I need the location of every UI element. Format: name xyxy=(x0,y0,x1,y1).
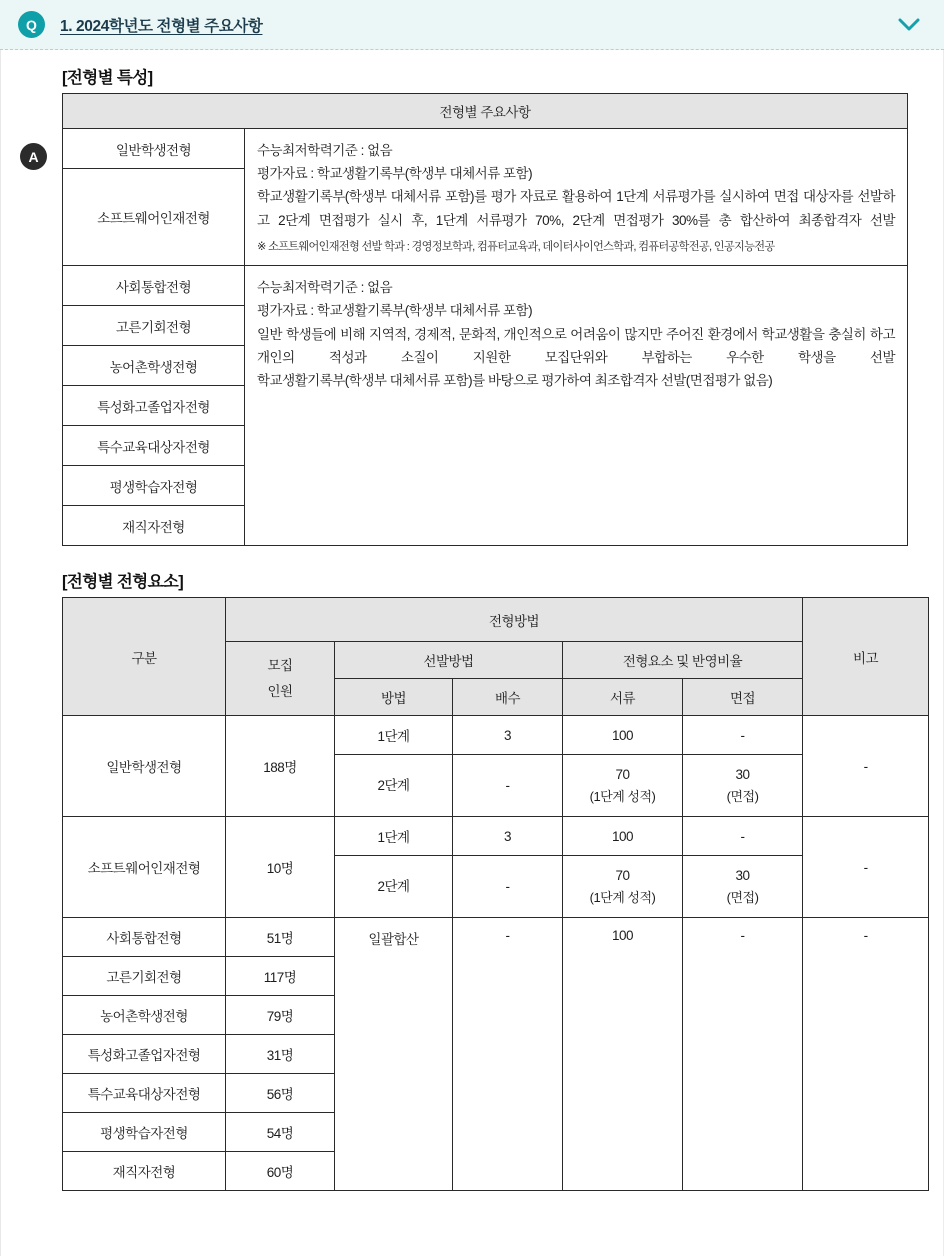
desc-line: 일반 학생들에 비해 지역적, 경제적, 문화적, 개인적으로 어려움이 많지만 주어진 환경에서 학교생활을 충실히 하고 개인의 적성과 소질이 지원한 모집단위와 부합하는 우수한 학생을 선발 xyxy=(257,326,895,365)
header-baesu: 배수 xyxy=(453,679,563,716)
header-seoryu: 서류 xyxy=(563,679,683,716)
section-title-elements: [전형별 전형요소] xyxy=(62,573,184,592)
header-myeonjeop: 면접 xyxy=(683,679,803,716)
row-stage: 2단계 xyxy=(335,755,453,817)
row-baesu: 3 xyxy=(453,817,563,856)
row-stage: 2단계 xyxy=(335,856,453,918)
row-quota-social: 51명 xyxy=(226,918,335,957)
desc-line: 평가자료 : 학교생활기록부(학생부 대체서류 포함) xyxy=(257,303,533,319)
row-name-rural: 농어촌학생전형 xyxy=(63,996,226,1035)
desc-line: 학교생활기록부(학생부 대체서류 포함)를 바탕으로 평가하여 최조합격자 선발(면접평가 없음) xyxy=(257,373,773,389)
table-header-row xyxy=(63,598,929,642)
row-bigo-software: - xyxy=(803,817,929,918)
type-name-employed: 재직자전형 xyxy=(63,506,245,546)
header-gubun: 구분 xyxy=(63,598,226,716)
row-baesu: - xyxy=(453,856,563,918)
header-method-group: 전형방법 xyxy=(226,598,803,642)
row-seoryu-value: 70 xyxy=(615,766,630,782)
row-quota-rural: 79명 xyxy=(226,996,335,1035)
type-name-equal-opportunity: 고른기회전형 xyxy=(63,306,245,346)
row-seoryu-note: (1단계 성적) xyxy=(589,789,656,805)
row-quota-software: 10명 xyxy=(226,817,335,918)
row-quota-general: 188명 xyxy=(226,716,335,817)
row-name-social: 사회통합전형 xyxy=(63,918,226,957)
type-name-rural: 농어촌학생전형 xyxy=(63,346,245,386)
row-batch-bigo: - xyxy=(803,918,929,1191)
features-description-group-b xyxy=(245,266,908,546)
row-myeonjeop xyxy=(683,856,803,918)
desc-line: 수능최저학력기준 : 없음 xyxy=(257,280,393,296)
row-seoryu: 100 xyxy=(563,716,683,755)
row-bigo-general: - xyxy=(803,716,929,817)
desc-line: 학교생활기록부(학생부 대체서류 포함)를 평가 자료로 활용하여 1단계 서류평가를 실시하여 면접 대상자를 선발하고 2단계 면접평가 실시 후, 1단계 서류평가 70%, 2단계 면접평가 30%를 총 합산하여 최종합격자 선발 xyxy=(257,189,895,228)
question-title-link[interactable]: 1. 2024학년도 전형별 주요사항 xyxy=(60,17,263,35)
answer-badge-wrap xyxy=(20,143,47,170)
row-name-special-education: 특수교육대상자전형 xyxy=(63,1074,226,1113)
header-bangbup: 방법 xyxy=(335,679,453,716)
header-quota-line1: 모집 xyxy=(267,658,293,673)
row-baesu: - xyxy=(453,755,563,817)
type-name-software: 소프트웨어인재전형 xyxy=(63,169,245,266)
table-row xyxy=(63,817,929,856)
desc-line: 수능최저학력기준 : 없음 xyxy=(257,143,393,158)
row-baesu: 3 xyxy=(453,716,563,755)
table-admission-elements xyxy=(62,597,929,1191)
row-name-vocational: 특성화고졸업자전형 xyxy=(63,1035,226,1074)
row-seoryu xyxy=(563,755,683,817)
row-myeonjeop-value: 30 xyxy=(735,867,750,883)
row-name-employed: 재직자전형 xyxy=(63,1152,226,1191)
row-batch-baesu: - xyxy=(453,918,563,1191)
header-factor-ratio: 전형요소 및 반영비율 xyxy=(563,642,803,679)
row-name-general: 일반학생전형 xyxy=(63,716,226,817)
type-name-general: 일반학생전형 xyxy=(63,129,245,169)
row-name-lifelong: 평생학습자전형 xyxy=(63,1113,226,1152)
row-stage: 1단계 xyxy=(335,817,453,856)
section-title-features: [전형별 특성] xyxy=(62,69,153,87)
header-quota xyxy=(226,642,335,716)
row-quota-special-education: 56명 xyxy=(226,1074,335,1113)
header-bigo: 비고 xyxy=(803,598,929,716)
row-seoryu-note: (1단계 성적) xyxy=(589,890,656,906)
chevron-down-icon[interactable] xyxy=(896,12,922,38)
question-badge: Q xyxy=(18,11,45,38)
answer-badge: A xyxy=(20,143,47,170)
row-quota-vocational: 31명 xyxy=(226,1035,335,1074)
header-select-method: 선발방법 xyxy=(335,642,563,679)
row-quota-equal-opportunity: 117명 xyxy=(226,957,335,996)
table-row xyxy=(63,129,908,169)
row-name-software: 소프트웨어인재전형 xyxy=(63,817,226,918)
row-myeonjeop: - xyxy=(683,716,803,755)
features-table-header: 전형별 주요사항 xyxy=(63,94,908,129)
desc-line: 평가자료 : 학교생활기록부(학생부 대체서류 포함) xyxy=(257,166,533,182)
row-batch-method: 일괄합산 xyxy=(335,918,453,1191)
row-stage: 1단계 xyxy=(335,716,453,755)
row-seoryu xyxy=(563,856,683,918)
type-name-social: 사회통합전형 xyxy=(63,266,245,306)
row-myeonjeop xyxy=(683,755,803,817)
table-row xyxy=(63,918,929,957)
table-row xyxy=(63,716,929,755)
question-header[interactable] xyxy=(0,0,944,50)
row-myeonjeop-note: (면접) xyxy=(726,890,759,906)
table-header-row xyxy=(63,94,908,129)
header-quota-line2: 인원 xyxy=(267,683,293,699)
row-myeonjeop-value: 30 xyxy=(735,766,750,782)
row-seoryu-value: 70 xyxy=(615,867,630,883)
row-name-equal-opportunity: 고른기회전형 xyxy=(63,957,226,996)
row-quota-employed: 60명 xyxy=(226,1152,335,1191)
row-quota-lifelong: 54명 xyxy=(226,1113,335,1152)
row-myeonjeop: - xyxy=(683,817,803,856)
type-name-special-education: 특수교육대상자전형 xyxy=(63,426,245,466)
type-name-lifelong: 평생학습자전형 xyxy=(63,466,245,506)
row-seoryu: 100 xyxy=(563,817,683,856)
row-myeonjeop-note: (면접) xyxy=(726,789,759,805)
answer-body xyxy=(0,50,944,1191)
features-description-group-a xyxy=(245,129,908,266)
table-admission-features xyxy=(62,93,908,546)
desc-footnote: ※ 소프트웨어인재전형 선발 학과 : 경영정보학과, 컴퓨터교육과, 데이터사이언스학과, 컴퓨터공학전공, 인공지능전공 xyxy=(257,240,775,253)
type-name-vocational: 특성화고졸업자전형 xyxy=(63,386,245,426)
table-row xyxy=(63,266,908,306)
row-batch-seoryu: 100 xyxy=(563,918,683,1191)
row-batch-myeonjeop: - xyxy=(683,918,803,1191)
